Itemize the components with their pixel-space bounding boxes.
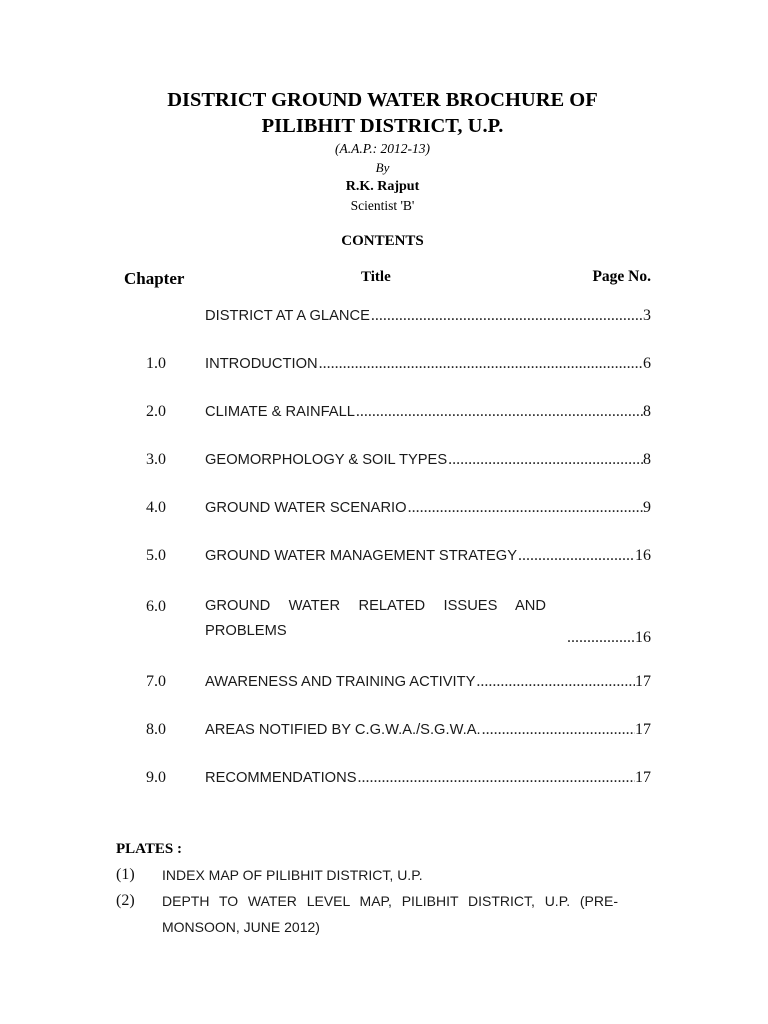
toc-page-number: 17: [635, 673, 651, 690]
toc-chapter-number: 7.0: [146, 673, 166, 690]
document-meta: [0, 139, 765, 215]
toc-leader-dots: [355, 402, 643, 422]
toc-chapter-number: 5.0: [146, 547, 166, 564]
toc-chapter-number: 8.0: [146, 721, 166, 738]
toc-leader-dots: [475, 672, 635, 692]
table-of-contents: [146, 306, 651, 816]
toc-chapter-number: 6.0: [146, 598, 166, 615]
plan-year: (A.A.P.: 2012-13): [335, 141, 430, 156]
document-title-line: PILIBHIT DISTRICT, U.P.: [261, 115, 504, 137]
toc-leader-dots: [318, 354, 643, 374]
toc-leader-dots: [370, 306, 643, 326]
toc-leader-dots: [566, 628, 635, 648]
toc-entry-title: GROUND WATER RELATED ISSUES AND PROBLEMS: [205, 598, 546, 639]
toc-entry-title: RECOMMENDATIONS: [205, 770, 357, 786]
toc-entry: [146, 672, 651, 692]
toc-entry-title: AREAS NOTIFIED BY C.G.W.A./S.G.W.A.: [205, 722, 481, 738]
toc-page-number: 8: [643, 403, 651, 420]
toc-entry: [146, 546, 651, 566]
document-header: [0, 87, 765, 215]
contents-heading: CONTENTS: [341, 233, 424, 249]
toc-chapter-number: 1.0: [146, 355, 166, 372]
toc-entry-title: GROUND WATER MANAGEMENT STRATEGY: [205, 548, 517, 564]
page-column-header: Page No.: [592, 268, 651, 285]
toc-page-number: 17: [635, 721, 651, 738]
toc-entry: [146, 720, 651, 740]
toc-page-reference: [566, 628, 651, 648]
title-column-header: Title: [361, 269, 391, 285]
toc-entry-title: CLIMATE & RAINFALL: [205, 404, 355, 420]
toc-entry: [146, 306, 651, 326]
plate-number: (1): [116, 866, 135, 883]
author-designation: Scientist 'B': [350, 198, 415, 213]
toc-entry: [146, 450, 651, 470]
toc-chapter-number: 2.0: [146, 403, 166, 420]
toc-chapter-number: 4.0: [146, 499, 166, 516]
toc-entry: [146, 768, 651, 788]
document-title: [0, 87, 765, 139]
toc-page-number: 6: [643, 355, 651, 372]
author-name: R.K. Rajput: [345, 179, 420, 194]
toc-leader-dots: [407, 498, 643, 518]
toc-page-number: 16: [635, 629, 651, 646]
toc-page-number: 3: [643, 307, 651, 324]
plate-number: (2): [116, 892, 135, 909]
toc-entry: [146, 354, 651, 374]
toc-page-number: 8: [643, 451, 651, 468]
toc-leader-dots: [447, 450, 643, 470]
plates-section: [116, 836, 618, 940]
toc-entry-title: AWARENESS AND TRAINING ACTIVITY: [205, 674, 476, 690]
toc-entry: [146, 594, 651, 644]
toc-leader-dots: [517, 546, 635, 566]
chapter-column-header: Chapter: [124, 269, 185, 288]
toc-leader-dots: [357, 768, 636, 788]
by-line: By: [375, 160, 390, 175]
document-title-line: DISTRICT GROUND WATER BROCHURE OF: [167, 89, 598, 111]
toc-entry-title: GEOMORPHOLOGY & SOIL TYPES: [205, 452, 448, 468]
plate-title: INDEX MAP OF PILIBHIT DISTRICT, U.P.: [162, 867, 423, 883]
toc-entry-title: GROUND WATER SCENARIO: [205, 500, 407, 516]
toc-page-number: 17: [635, 769, 651, 786]
toc-entry-title: INTRODUCTION: [205, 356, 318, 372]
plate-item: [116, 862, 618, 888]
plate-title: DEPTH TO WATER LEVEL MAP, PILIBHIT DISTRICT, U.P. (PRE-MONSOON, JUNE 2012): [162, 893, 618, 935]
toc-entry: [146, 402, 651, 422]
plates-heading: PLATES :: [116, 841, 182, 857]
toc-chapter-number: 9.0: [146, 769, 166, 786]
toc-entry-title: DISTRICT AT A GLANCE: [205, 308, 370, 324]
toc-leader-dots: [481, 720, 635, 740]
toc-page-number: 16: [635, 547, 651, 564]
plate-item: [116, 888, 618, 940]
toc-entry: [146, 498, 651, 518]
toc-chapter-number: 3.0: [146, 451, 166, 468]
toc-page-number: 9: [643, 499, 651, 516]
